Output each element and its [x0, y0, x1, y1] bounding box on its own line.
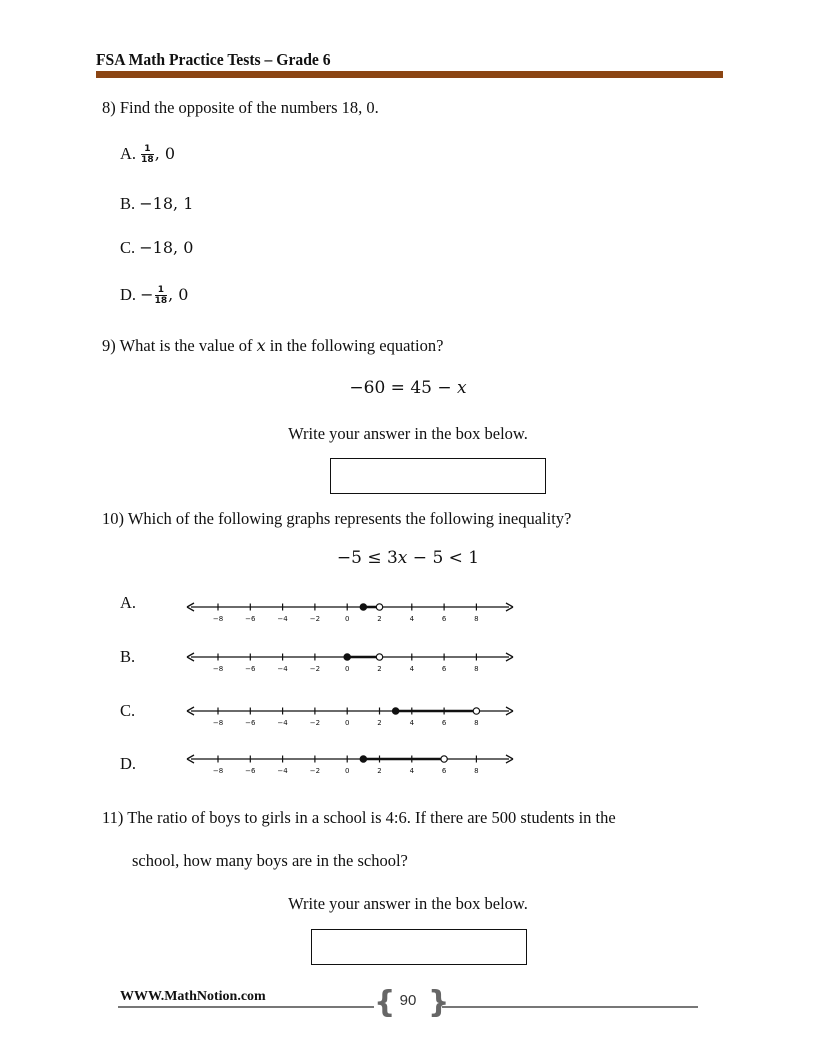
q8-option-b[interactable] — [120, 194, 193, 214]
header-rule — [96, 71, 723, 78]
q8-option-a[interactable]: A. $\frac{1}{18}$ , 0 — [120, 144, 176, 165]
page-header-title: FSA Math Practice Tests – Grade 6 — [96, 50, 331, 69]
q9-instruction: Write your answer in the box below. — [288, 424, 528, 443]
question-10: 10) Which of the following graphs represents the following inequality? — [102, 509, 572, 528]
q8-option-c[interactable] — [120, 238, 193, 258]
endpoint-start — [360, 604, 366, 610]
tick-label: 0 — [344, 615, 350, 623]
fraction: $\frac{1}{18}$ — [141, 144, 154, 165]
footer-website: WWW.MathNotion.com — [120, 989, 266, 1004]
tick-label: −4 — [277, 615, 288, 623]
tick-label: −2 — [309, 767, 321, 775]
endpoint-start — [344, 654, 350, 660]
tick-label: −4 — [277, 665, 288, 673]
page-bracket-right: } — [428, 985, 450, 1020]
tick-label: −6 — [245, 615, 256, 623]
option-letter: A. — [120, 144, 137, 163]
q10-number-line-c[interactable] — [185, 701, 515, 731]
question-11-line-2: school, how many boys are in the school? — [132, 851, 408, 870]
tick-label: 8 — [474, 767, 479, 775]
question-9: 9) What is the value of x in the following equation? — [102, 336, 444, 355]
footer-rule-right — [442, 1006, 698, 1008]
endpoint-end — [376, 654, 382, 660]
page-number: 90 — [399, 992, 417, 1009]
q10-option-a-label[interactable]: A. — [120, 593, 137, 612]
tick-label: 0 — [344, 719, 350, 727]
q11-answer-box[interactable] — [311, 929, 527, 965]
q9-answer-box[interactable] — [330, 458, 546, 494]
tick-label: 4 — [409, 615, 415, 623]
question-8: 8) Find the opposite of the numbers 18, 0. — [102, 98, 379, 117]
tick-label: 2 — [377, 615, 382, 623]
tick-label: 4 — [409, 665, 415, 673]
tick-label: −2 — [309, 719, 321, 727]
tick-label: 2 — [377, 767, 382, 775]
q10-number-line-a[interactable] — [185, 597, 515, 627]
endpoint-start — [360, 756, 366, 762]
tick-label: −8 — [212, 767, 224, 775]
tick-label: −2 — [309, 615, 321, 623]
q10-option-c-label[interactable]: C. — [120, 701, 136, 720]
tick-label: 6 — [441, 615, 447, 623]
tick-label: 8 — [474, 665, 479, 673]
option-letter: D. — [120, 285, 137, 304]
q10-option-b-label[interactable]: B. — [120, 647, 136, 666]
footer-rule-left — [118, 1006, 374, 1008]
q10-inequality: −5 ≤ 3x − 5 < 1 — [336, 548, 480, 568]
option-value: −18, 1 — [139, 194, 194, 213]
tick-label: 0 — [344, 767, 350, 775]
q10-number-line-b[interactable] — [185, 647, 515, 677]
tick-label: −4 — [277, 767, 288, 775]
tick-label: −6 — [245, 719, 256, 727]
q11-instruction: Write your answer in the box below. — [288, 894, 528, 913]
option-letter: C. — [120, 238, 136, 257]
tick-label: −6 — [245, 665, 256, 673]
tick-label: 8 — [474, 615, 479, 623]
tick-label: −8 — [212, 719, 224, 727]
tick-label: −4 — [277, 719, 288, 727]
tick-label: 6 — [441, 767, 447, 775]
q9-equation: −60 = 45 − x — [349, 378, 467, 398]
q8-option-d[interactable]: D. − $\frac{1}{18}$ , 0 — [120, 285, 189, 306]
endpoint-end — [376, 604, 382, 610]
endpoint-start — [392, 708, 398, 714]
option-letter: B. — [120, 194, 136, 213]
tick-label: −8 — [212, 615, 224, 623]
tick-label: 8 — [474, 719, 479, 727]
tick-label: 2 — [377, 719, 382, 727]
tick-label: 4 — [409, 767, 415, 775]
tick-label: 6 — [441, 665, 447, 673]
page-bracket-left: { — [374, 985, 396, 1020]
tick-label: −6 — [245, 767, 256, 775]
endpoint-end — [473, 708, 479, 714]
option-value: −18, 0 — [139, 238, 194, 257]
tick-label: −2 — [309, 665, 321, 673]
tick-label: 4 — [409, 719, 415, 727]
q10-option-d-label[interactable]: D. — [120, 754, 137, 773]
endpoint-end — [441, 756, 447, 762]
q10-number-line-d[interactable] — [185, 749, 515, 779]
tick-label: 6 — [441, 719, 447, 727]
tick-label: 0 — [344, 665, 350, 673]
tick-label: −8 — [212, 665, 224, 673]
question-11-line-1: 11) The ratio of boys to girls in a school is 4:6. If there are 500 students in the — [102, 808, 616, 827]
tick-label: 2 — [377, 665, 382, 673]
fraction: $\frac{1}{18}$ — [154, 285, 168, 306]
